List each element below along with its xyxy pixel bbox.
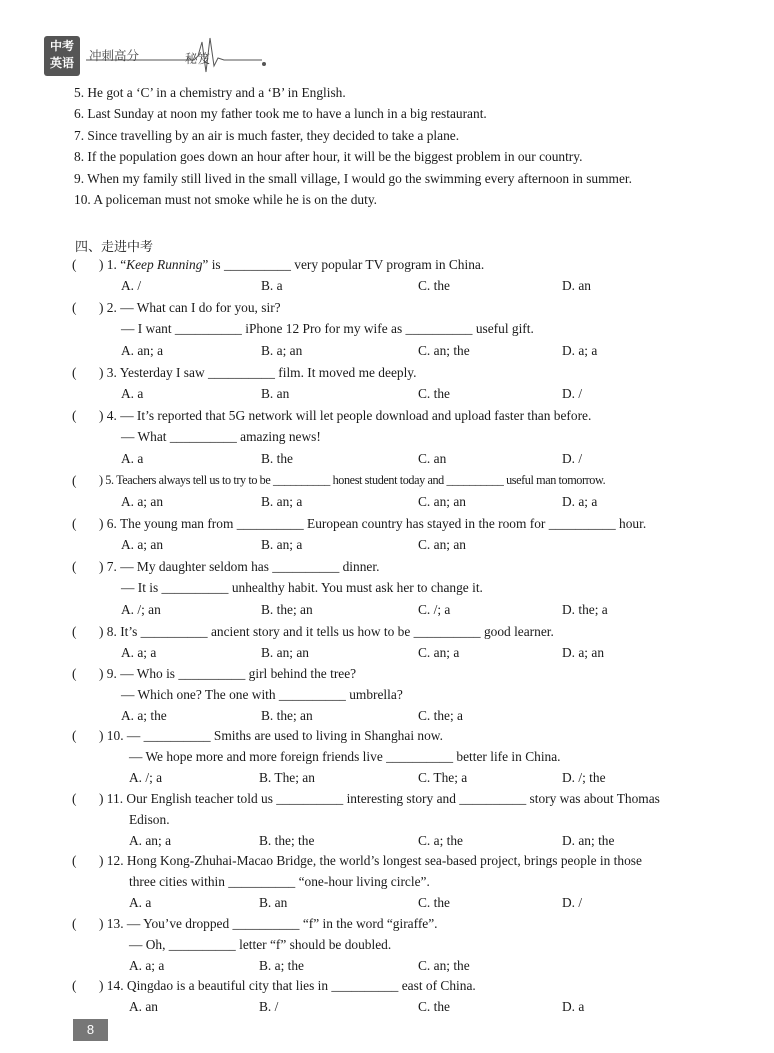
page-number: 8 bbox=[73, 1019, 108, 1041]
option-a: A. a bbox=[129, 895, 152, 910]
option-b: B. an bbox=[261, 386, 290, 401]
option-c: C. an; the bbox=[418, 958, 470, 973]
option-b: B. an bbox=[259, 895, 288, 910]
option-b: B. a bbox=[261, 278, 283, 293]
question-line2: three cities within __________ “one-hour living circle”. bbox=[129, 874, 430, 889]
option-c: C. an; a bbox=[418, 645, 460, 660]
answer-paren: ( bbox=[72, 473, 77, 488]
option-b: B. the; the bbox=[259, 833, 315, 848]
question-stem: ) 8. It’s __________ ancient story and it tells us how to be __________ good learner. bbox=[99, 624, 554, 639]
option-b: B. The; an bbox=[259, 770, 315, 785]
option-a: A. a bbox=[121, 386, 144, 401]
question-stem: ) 7. — My daughter seldom has __________ dinner. bbox=[99, 559, 380, 574]
option-d: D. /; the bbox=[562, 770, 606, 785]
option-d: D. a bbox=[562, 999, 585, 1014]
option-d: D. an; the bbox=[562, 833, 615, 848]
question-line2: — It is __________ unhealthy habit. You must ask her to change it. bbox=[121, 580, 483, 595]
option-d: D. an bbox=[562, 278, 592, 293]
answer-paren: ( bbox=[72, 257, 77, 272]
page-header bbox=[44, 36, 244, 76]
question-line2: — What __________ amazing news! bbox=[121, 429, 321, 444]
answer-paren: ( bbox=[72, 408, 77, 423]
question-stem: ) 11. Our English teacher told us __________ interesting story and __________ story was about Thomas bbox=[99, 791, 660, 806]
option-b: B. an; a bbox=[261, 537, 303, 552]
option-b: B. the; an bbox=[261, 602, 313, 617]
option-c: C. an; an bbox=[418, 537, 466, 552]
option-d: D. / bbox=[562, 895, 583, 910]
option-a: A. an; a bbox=[129, 833, 172, 848]
option-c: C. an bbox=[418, 451, 447, 466]
answer-paren: ( bbox=[72, 728, 77, 743]
question-stem: ) 13. — You’ve dropped __________ “f” in the word “giraffe”. bbox=[99, 916, 438, 931]
question-stem: ) 10. — __________ Smiths are used to living in Shanghai now. bbox=[99, 728, 443, 743]
correction-line: 5. He got a ‘C’ in a chemistry and a ‘B’ in English. bbox=[74, 85, 346, 100]
option-d: D. a; an bbox=[562, 645, 605, 660]
answer-paren: ( bbox=[72, 791, 77, 806]
answer-paren: ( bbox=[72, 300, 77, 315]
question-stem: ) 1. “Keep Running” is __________ very popular TV program in China. bbox=[99, 257, 485, 272]
correction-line: 10. A policeman must not smoke while he is on the duty. bbox=[74, 192, 377, 207]
option-b: B. the; an bbox=[261, 708, 313, 723]
option-b: B. an; a bbox=[261, 494, 303, 509]
option-c: C. the bbox=[418, 895, 450, 910]
answer-paren: ( bbox=[72, 559, 77, 574]
option-c: C. a; the bbox=[418, 833, 463, 848]
question-line2: — I want __________ iPhone 12 Pro for my wife as __________ useful gift. bbox=[121, 321, 534, 336]
header-subtitle-2: 秘笈 bbox=[185, 51, 211, 66]
option-d: D. a; a bbox=[562, 494, 598, 509]
answer-paren: ( bbox=[72, 365, 77, 380]
logo-line1: 中考 bbox=[49, 39, 74, 53]
option-a: A. an; a bbox=[121, 343, 164, 358]
option-c: C. the bbox=[418, 999, 450, 1014]
option-c: C. The; a bbox=[418, 770, 468, 785]
book-logo bbox=[44, 36, 80, 76]
logo-line2: 英语 bbox=[49, 56, 74, 70]
answer-paren: ( bbox=[72, 853, 77, 868]
question-line2: — We hope more and more foreign friends live __________ better life in China. bbox=[129, 749, 561, 764]
correction-line: 7. Since travelling by an air is much faster, they decided to take a plane. bbox=[74, 128, 460, 143]
option-c: C. an; the bbox=[418, 343, 470, 358]
question-stem: ) 6. The young man from __________ European country has stayed in the room for __________ hour. bbox=[99, 516, 647, 531]
option-a: A. /; an bbox=[121, 602, 161, 617]
correction-line: 6. Last Sunday at noon my father took me to have a lunch in a big restaurant. bbox=[74, 106, 487, 121]
option-c: C. the bbox=[418, 278, 450, 293]
option-a: A. a; an bbox=[121, 494, 164, 509]
question-stem: ) 3. Yesterday I saw __________ film. It moved me deeply. bbox=[99, 365, 417, 380]
question-stem: ) 12. Hong Kong-Zhuhai-Macao Bridge, the world’s longest sea-based project, brings people in those bbox=[99, 853, 642, 868]
option-d: D. a; a bbox=[562, 343, 598, 358]
question-stem: ) 2. — What can I do for you, sir? bbox=[99, 300, 281, 315]
program-title: Keep Running bbox=[126, 257, 203, 272]
option-c: C. the; a bbox=[418, 708, 463, 723]
question-stem: ) 9. — Who is __________ girl behind the tree? bbox=[99, 666, 357, 681]
option-c: C. the bbox=[418, 386, 450, 401]
question-line2: Edison. bbox=[129, 812, 170, 827]
option-a: A. a; a bbox=[129, 958, 165, 973]
question-line2: — Which one? The one with __________ umbrella? bbox=[121, 687, 403, 702]
correction-line: 9. When my family still lived in the small village, I would go the swimming every afternoon in summer. bbox=[74, 171, 632, 186]
correction-line: 8. If the population goes down an hour after hour, it will be the biggest problem in our country. bbox=[74, 149, 583, 164]
header-subtitle-1: 冲刺高分 bbox=[89, 48, 140, 63]
option-a: A. an bbox=[129, 999, 159, 1014]
option-a: A. / bbox=[121, 278, 142, 293]
question-line2: — Oh, __________ letter “f” should be doubled. bbox=[129, 937, 392, 952]
question-stem: ) 5. Teachers always tell us to try to be __________ honest student today and __________ useful man tomorrow. bbox=[99, 473, 606, 487]
answer-paren: ( bbox=[72, 978, 77, 993]
option-b: B. / bbox=[259, 999, 279, 1014]
option-d: D. / bbox=[562, 451, 583, 466]
option-b: B. an; an bbox=[261, 645, 309, 660]
option-b: B. the bbox=[261, 451, 293, 466]
option-a: A. a; an bbox=[121, 537, 164, 552]
option-b: B. a; the bbox=[259, 958, 304, 973]
answer-paren: ( bbox=[72, 624, 77, 639]
answer-paren: ( bbox=[72, 516, 77, 531]
option-b: B. a; an bbox=[261, 343, 303, 358]
option-c: C. /; a bbox=[418, 602, 451, 617]
option-d: D. / bbox=[562, 386, 583, 401]
option-a: A. a; a bbox=[121, 645, 157, 660]
option-c: C. an; an bbox=[418, 494, 466, 509]
question-stem: ) 14. Qingdao is a beautiful city that lies in __________ east of China. bbox=[99, 978, 476, 993]
option-a: A. a bbox=[121, 451, 144, 466]
answer-paren: ( bbox=[72, 666, 77, 681]
option-a: A. /; a bbox=[129, 770, 163, 785]
option-d: D. the; a bbox=[562, 602, 608, 617]
answer-paren: ( bbox=[72, 916, 77, 931]
option-a: A. a; the bbox=[121, 708, 167, 723]
question-stem: ) 4. — It’s reported that 5G network will let people download and upload faster than before. bbox=[99, 408, 592, 423]
section-title: 四、走进中考 bbox=[75, 240, 154, 255]
